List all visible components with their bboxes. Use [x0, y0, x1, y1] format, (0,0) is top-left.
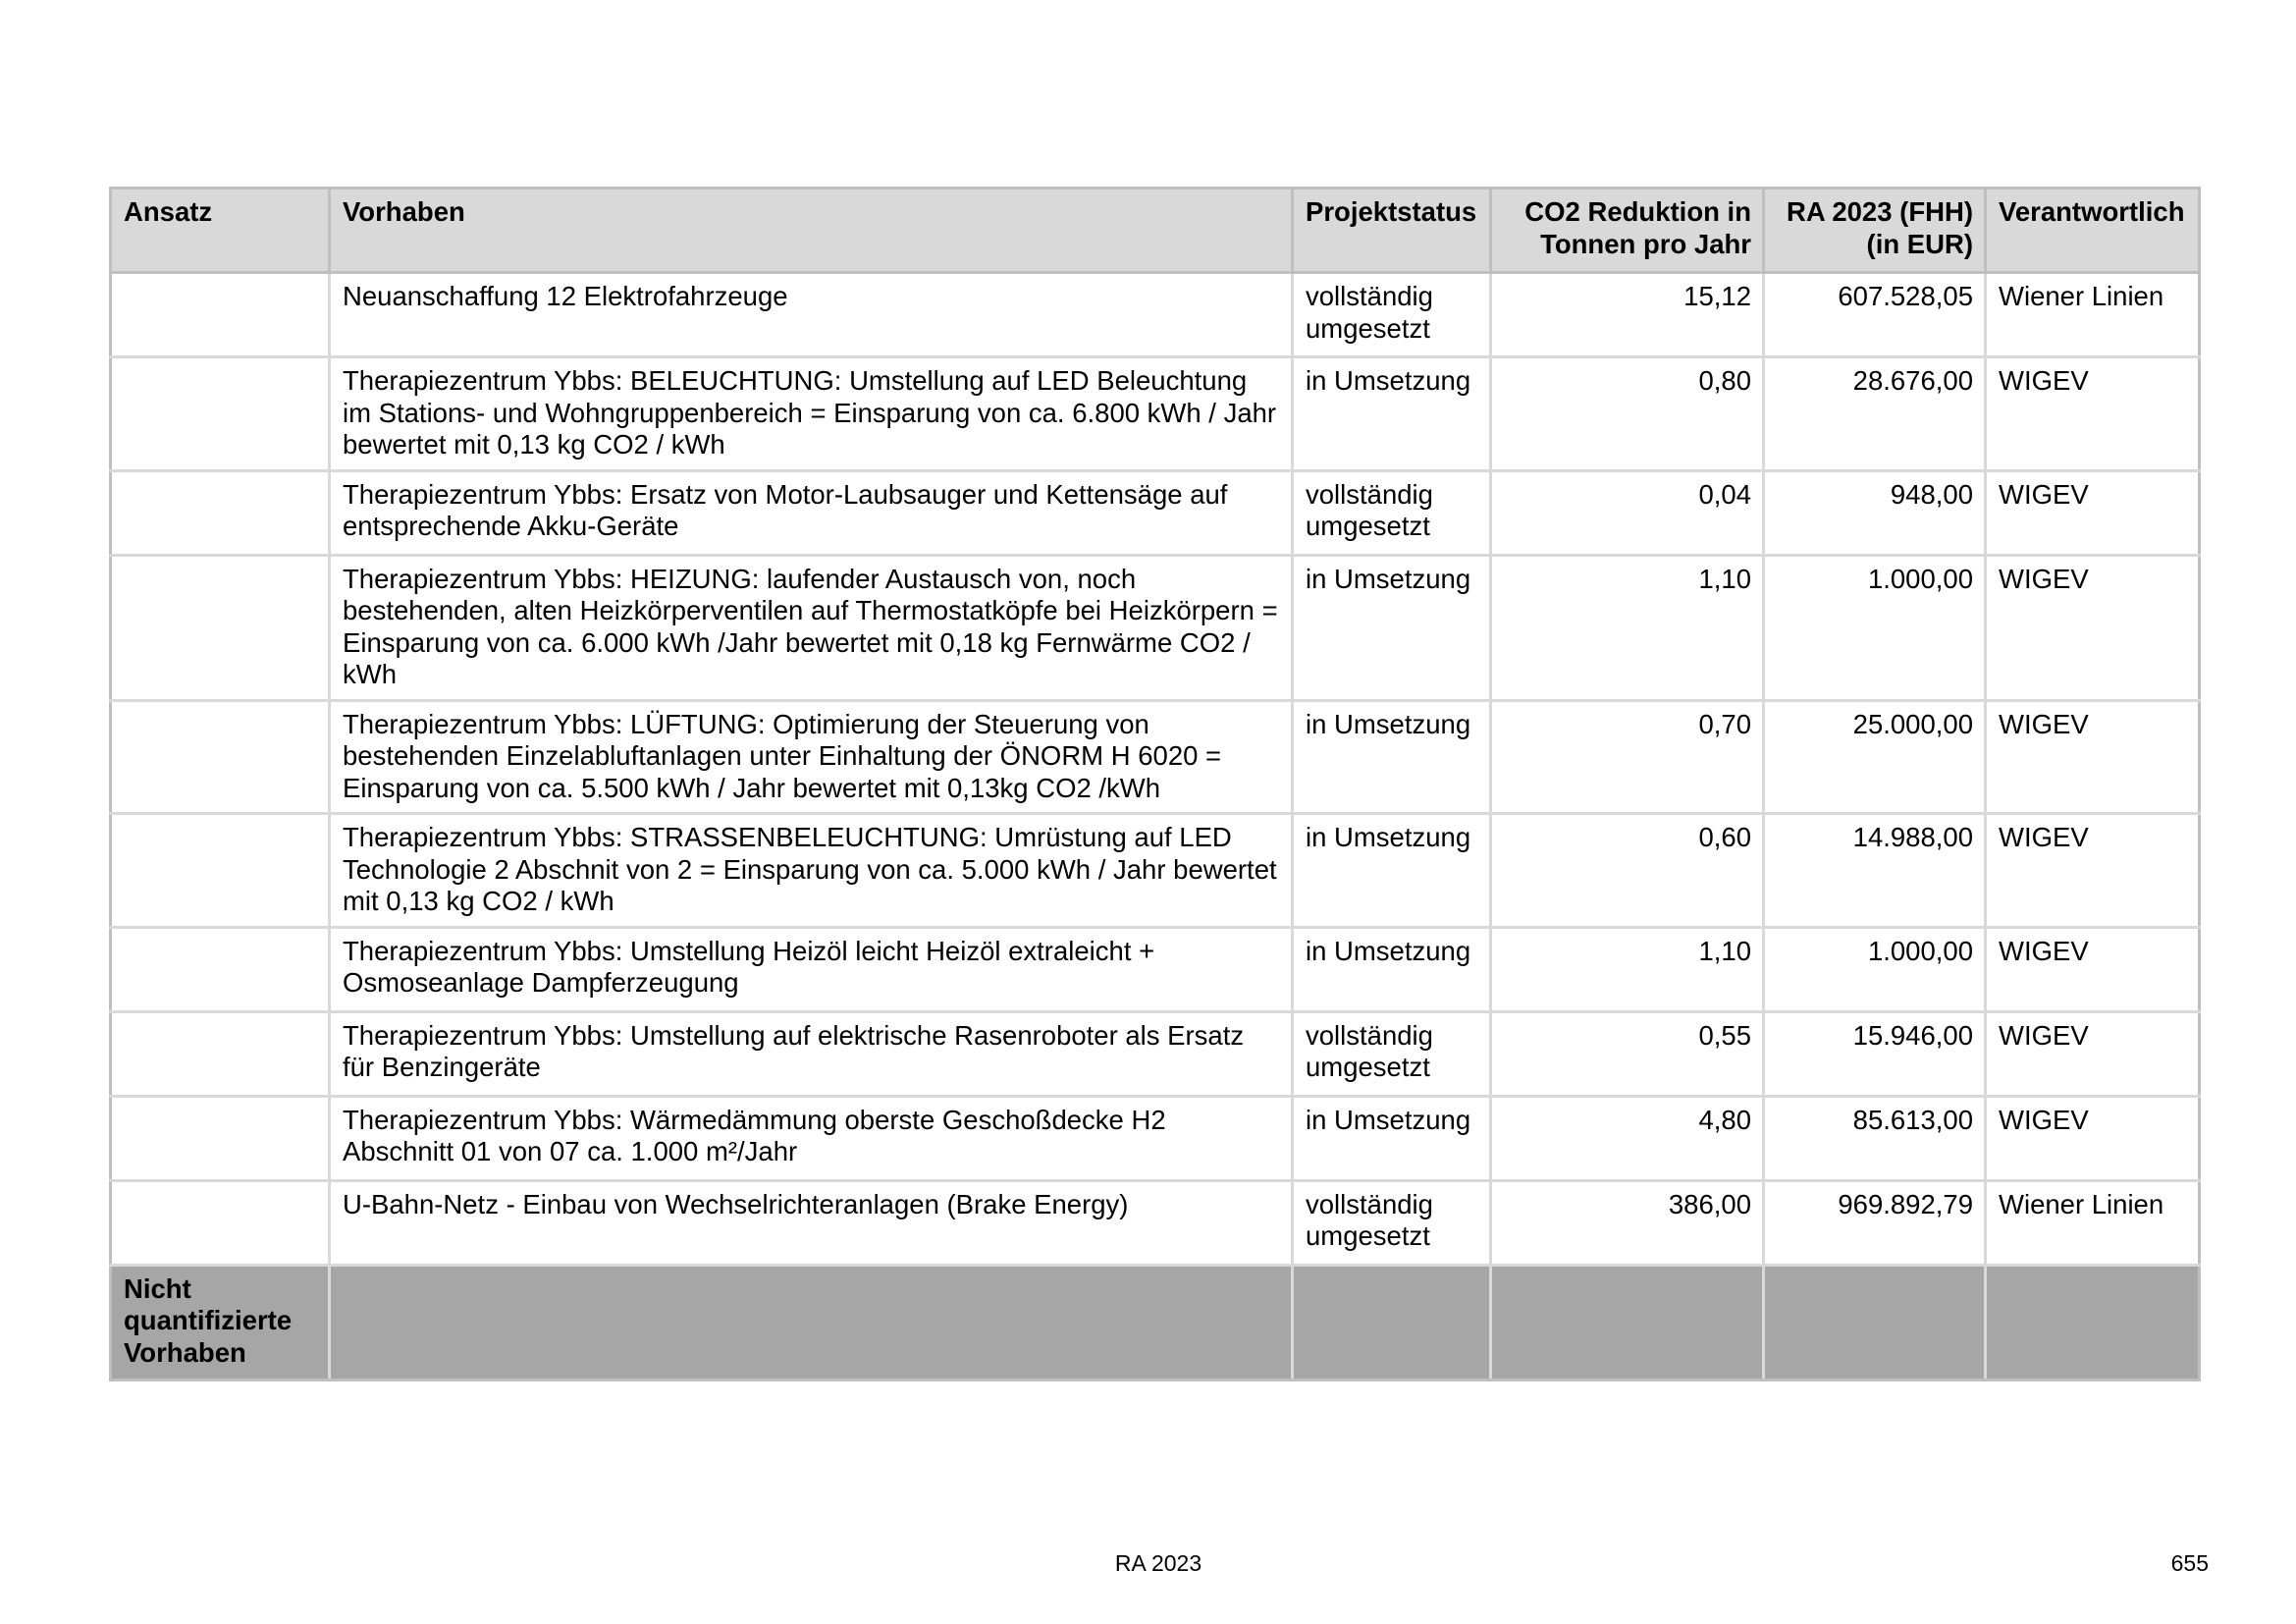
cell-ansatz: [111, 814, 330, 928]
cell-verantwortlich: WIGEV: [1986, 927, 2200, 1011]
table-row: [111, 814, 2200, 928]
section-row-nicht-quantifiziert: [111, 1265, 2200, 1380]
table-header-row: [111, 189, 2200, 273]
cell-status: vollständig umgesetzt: [1293, 470, 1491, 555]
cell-ra: 948,00: [1764, 470, 1986, 555]
section-empty-cell: [1986, 1265, 2200, 1380]
cell-ansatz: [111, 555, 330, 700]
cell-ansatz: [111, 470, 330, 555]
cell-ansatz: [111, 357, 330, 471]
cell-status: in Umsetzung: [1293, 1096, 1491, 1180]
cell-ansatz: [111, 700, 330, 814]
cell-ra: 969.892,79: [1764, 1180, 1986, 1265]
cell-ra: 25.000,00: [1764, 700, 1986, 814]
cell-verantwortlich: WIGEV: [1986, 357, 2200, 471]
cell-ra: 14.988,00: [1764, 814, 1986, 928]
section-empty-cell: [330, 1265, 1293, 1380]
cell-ansatz: [111, 1180, 330, 1265]
cell-co2: 1,10: [1491, 927, 1764, 1011]
footer-title: RA 2023: [1114, 1550, 1202, 1576]
cell-vorhaben: Therapiezentrum Ybbs: Umstellung auf elektrische Rasenroboter als Ersatz für Benzingeräte: [330, 1011, 1293, 1096]
cell-ansatz: [111, 927, 330, 1011]
cell-vorhaben: Therapiezentrum Ybbs: Umstellung Heizöl leicht Heizöl extraleicht + Osmoseanlage Dampferzeugung: [330, 927, 1293, 1011]
cell-ra: 1.000,00: [1764, 927, 1986, 1011]
table-row: [111, 470, 2200, 555]
cell-vorhaben: Neuanschaffung 12 Elektrofahrzeuge: [330, 273, 1293, 357]
table-row: [111, 357, 2200, 471]
cell-status: vollständig umgesetzt: [1293, 1011, 1491, 1096]
cell-ansatz: [111, 1096, 330, 1180]
cell-verantwortlich: Wiener Linien: [1986, 1180, 2200, 1265]
header-vorhaben: Vorhaben: [330, 189, 1293, 273]
header-verantwortlich: Verantwortlich: [1986, 189, 2200, 273]
header-ra-2023: RA 2023 (FHH) (in EUR): [1764, 189, 1986, 273]
page-number: 655: [2170, 1550, 2209, 1576]
cell-co2: 0,80: [1491, 357, 1764, 471]
section-empty-cell: [1764, 1265, 1986, 1380]
cell-verantwortlich: WIGEV: [1986, 470, 2200, 555]
cell-ra: 28.676,00: [1764, 357, 1986, 471]
table-row: [111, 1011, 2200, 1096]
section-label: Nicht quantifizierte Vorhaben: [111, 1265, 330, 1380]
section-empty-cell: [1293, 1265, 1491, 1380]
cell-vorhaben: U-Bahn-Netz - Einbau von Wechselrichteranlagen (Brake Energy): [330, 1180, 1293, 1265]
table-row: [111, 1096, 2200, 1180]
cell-verantwortlich: WIGEV: [1986, 555, 2200, 700]
cell-ansatz: [111, 273, 330, 357]
cell-status: vollständig umgesetzt: [1293, 273, 1491, 357]
cell-co2: 386,00: [1491, 1180, 1764, 1265]
cell-vorhaben: Therapiezentrum Ybbs: HEIZUNG: laufender Austausch von, noch bestehenden, alten Heizkörperventilen auf Thermostatköpfe bei Heizkörpern = Einsparung von ca. 6.000 kWh /Jahr bewertet mit 0,18 kg Fernwärme CO2 / kWh: [330, 555, 1293, 700]
cell-vorhaben: Therapiezentrum Ybbs: LÜFTUNG: Optimierung der Steuerung von bestehenden Einzelabluftanlagen unter Einhaltung der ÖNORM H 6020 = Einsparung von ca. 5.500 kWh / Jahr bewertet mit 0,13kg CO2 /kWh: [330, 700, 1293, 814]
table-row: [111, 927, 2200, 1011]
cell-co2: 0,60: [1491, 814, 1764, 928]
cell-verantwortlich: Wiener Linien: [1986, 273, 2200, 357]
cell-ra: 85.613,00: [1764, 1096, 1986, 1180]
cell-verantwortlich: WIGEV: [1986, 700, 2200, 814]
header-projektstatus: Projektstatus: [1293, 189, 1491, 273]
cell-ansatz: [111, 1011, 330, 1096]
cell-co2: 0,70: [1491, 700, 1764, 814]
cell-ra: 607.528,05: [1764, 273, 1986, 357]
cell-status: in Umsetzung: [1293, 814, 1491, 928]
cell-verantwortlich: WIGEV: [1986, 1096, 2200, 1180]
measures-table: [109, 187, 2201, 1381]
cell-co2: 4,80: [1491, 1096, 1764, 1180]
cell-vorhaben: Therapiezentrum Ybbs: BELEUCHTUNG: Umstellung auf LED Beleuchtung im Stations- und Wohngruppenbereich = Einsparung von ca. 6.800 kWh / Jahr bewertet mit 0,13 kg CO2 / kWh: [330, 357, 1293, 471]
cell-status: in Umsetzung: [1293, 927, 1491, 1011]
cell-co2: 0,04: [1491, 470, 1764, 555]
cell-vorhaben: Therapiezentrum Ybbs: Ersatz von Motor-Laubsauger und Kettensäge auf entsprechende Akku-Geräte: [330, 470, 1293, 555]
table-row: [111, 273, 2200, 357]
cell-ra: 15.946,00: [1764, 1011, 1986, 1096]
header-ansatz: Ansatz: [111, 189, 330, 273]
cell-co2: 1,10: [1491, 555, 1764, 700]
cell-status: in Umsetzung: [1293, 555, 1491, 700]
cell-status: in Umsetzung: [1293, 700, 1491, 814]
table-row: [111, 555, 2200, 700]
table-row: [111, 700, 2200, 814]
header-co2-reduktion: CO2 Reduktion in Tonnen pro Jahr: [1491, 189, 1764, 273]
cell-verantwortlich: WIGEV: [1986, 814, 2200, 928]
cell-vorhaben: Therapiezentrum Ybbs: Wärmedämmung oberste Geschoßdecke H2 Abschnitt 01 von 07 ca. 1.000 m²/Jahr: [330, 1096, 1293, 1180]
cell-co2: 15,12: [1491, 273, 1764, 357]
cell-ra: 1.000,00: [1764, 555, 1986, 700]
cell-verantwortlich: WIGEV: [1986, 1011, 2200, 1096]
cell-status: in Umsetzung: [1293, 357, 1491, 471]
section-empty-cell: [1491, 1265, 1764, 1380]
table-row: [111, 1180, 2200, 1265]
cell-vorhaben: Therapiezentrum Ybbs: STRASSENBELEUCHTUNG: Umrüstung auf LED Technologie 2 Abschnit von 2 = Einsparung von ca. 5.000 kWh / Jahr bewertet mit 0,13 kg CO2 / kWh: [330, 814, 1293, 928]
cell-co2: 0,55: [1491, 1011, 1764, 1096]
cell-status: vollständig umgesetzt: [1293, 1180, 1491, 1265]
